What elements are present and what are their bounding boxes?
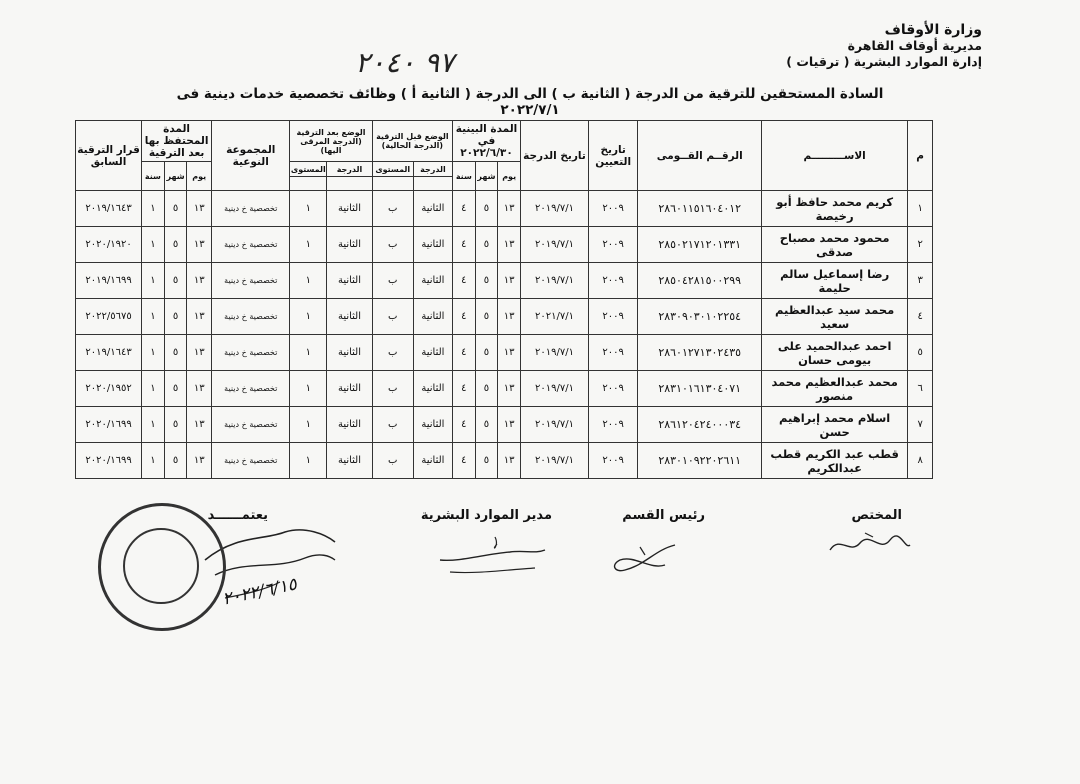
- sig-hr-manager-label: مدير الموارد البشرية: [420, 508, 552, 523]
- col-name-header: الاســـــــــم: [762, 121, 908, 191]
- col-before-header: الوضع قبل الترقية (الدرجة الحالية): [372, 121, 452, 162]
- row-name: كريم محمد حافظ أبو رخيصة: [762, 191, 908, 227]
- col-after-header: الوضع بعد الترقية (الدرجة المرقى اليها): [290, 121, 372, 162]
- row-group: تخصصية خ دينية: [212, 407, 290, 443]
- row-group: تخصصية خ دينية: [212, 227, 290, 263]
- row-name: محمود محمد مصباح صدقى: [762, 227, 908, 263]
- sub-grade-after: الدرجة: [327, 162, 372, 177]
- row-national-id: ٢٨٣٠١٠٩٢٢٠٢٦١١: [638, 443, 762, 479]
- row-current-level: ب: [372, 263, 413, 299]
- row-retained-year: ١: [142, 227, 165, 263]
- row-prev-decision: ٢٠٢٠/١٩٢٠: [76, 227, 142, 263]
- promotion-table: [75, 120, 933, 479]
- handwritten-reference: ٩٧ ٢٠٤٠: [355, 46, 455, 79]
- row-prev-decision: ٢٠٢٠/١٩٥٢: [76, 371, 142, 407]
- row-new-grade: الثانية: [327, 191, 372, 227]
- row-interim-year: ٤: [453, 443, 476, 479]
- col-index-header: م: [908, 121, 933, 191]
- row-group: تخصصية خ دينية: [212, 371, 290, 407]
- row-interim-year: ٤: [453, 335, 476, 371]
- row-interim-day: ١٣: [498, 299, 521, 335]
- row-retained-month: ٥: [164, 191, 187, 227]
- row-prev-decision: ٢٠٢٠/١٦٩٩: [76, 443, 142, 479]
- row-interim-year: ٤: [453, 227, 476, 263]
- col-grade-date-header: تاريخ الدرجة: [520, 121, 588, 191]
- row-national-id: ٢٨٣٠٩٠٣٠١٠٢٢٥٤: [638, 299, 762, 335]
- approval-date: ٢٠٢٢/٦/١٥: [220, 574, 299, 610]
- table-row: [76, 371, 933, 407]
- row-new-grade: الثانية: [327, 371, 372, 407]
- row-new-level: ١: [290, 227, 327, 263]
- row-name: اسلام محمد إبراهيم حسن: [762, 407, 908, 443]
- row-grade-date: ٢٠١٩/٧/١: [520, 263, 588, 299]
- row-new-grade: الثانية: [327, 227, 372, 263]
- official-seal: [98, 503, 226, 631]
- row-national-id: ٢٨٥٠٢١٧١٢٠١٣٣١: [638, 227, 762, 263]
- row-index: ٣: [908, 263, 933, 299]
- row-interim-year: ٤: [453, 371, 476, 407]
- row-retained-month: ٥: [164, 335, 187, 371]
- row-new-level: ١: [290, 299, 327, 335]
- col-interim-header: المدة البينية في ٢٠٢٢/٦/٣٠: [453, 121, 521, 162]
- row-hire-date: ٢٠٠٩: [588, 407, 637, 443]
- table-row: [76, 443, 933, 479]
- row-current-grade: الثانية: [413, 299, 452, 335]
- row-interim-month: ٥: [475, 263, 498, 299]
- row-grade-date: ٢٠١٩/٧/١: [520, 191, 588, 227]
- row-retained-month: ٥: [164, 371, 187, 407]
- row-group: تخصصية خ دينية: [212, 191, 290, 227]
- row-hire-date: ٢٠٠٩: [588, 335, 637, 371]
- row-prev-decision: ٢٠٢٠/١٦٩٩: [76, 407, 142, 443]
- row-group: تخصصية خ دينية: [212, 299, 290, 335]
- sub-year-retained: سنة: [142, 162, 165, 191]
- sub-month-retained: شهر: [164, 162, 187, 191]
- row-national-id: ٢٨٣١٠١٦١٣٠٤٠٧١: [638, 371, 762, 407]
- row-new-level: ١: [290, 191, 327, 227]
- row-current-grade: الثانية: [413, 443, 452, 479]
- col-hire-date-header: تاريخ التعيين: [588, 121, 637, 191]
- row-current-level: ب: [372, 371, 413, 407]
- col-national-id-header: الرقــم القــومى: [638, 121, 762, 191]
- row-new-grade: الثانية: [327, 263, 372, 299]
- row-grade-date: ٢٠١٩/٧/١: [520, 371, 588, 407]
- row-hire-date: ٢٠٠٩: [588, 371, 637, 407]
- row-index: ٧: [908, 407, 933, 443]
- row-interim-year: ٤: [453, 191, 476, 227]
- row-national-id: ٢٨٦٠١١٥١٦٠٤٠١٢: [638, 191, 762, 227]
- row-index: ١: [908, 191, 933, 227]
- row-retained-month: ٥: [164, 299, 187, 335]
- row-current-level: ب: [372, 191, 413, 227]
- ministry-name: وزارة الأوقاف: [884, 22, 982, 38]
- row-retained-day: ١٣: [187, 191, 212, 227]
- row-grade-date: ٢٠١٩/٧/١: [520, 443, 588, 479]
- row-interim-day: ١٣: [498, 407, 521, 443]
- row-group: تخصصية خ دينية: [212, 263, 290, 299]
- specialist-signature: [825, 525, 915, 565]
- row-retained-day: ١٣: [187, 371, 212, 407]
- row-current-level: ب: [372, 299, 413, 335]
- row-interim-month: ٥: [475, 407, 498, 443]
- row-national-id: ٢٨٥٠٤٢٨١٥٠٠٢٩٩: [638, 263, 762, 299]
- row-prev-decision: ٢٠١٩/١٦٤٣: [76, 191, 142, 227]
- sub-level-after: المستوى: [290, 162, 327, 177]
- row-interim-month: ٥: [475, 443, 498, 479]
- row-retained-year: ١: [142, 371, 165, 407]
- row-current-level: ب: [372, 407, 413, 443]
- table-row: [76, 407, 933, 443]
- sig-section-head-label: رئيس القسم: [622, 508, 705, 523]
- table-row: [76, 335, 933, 371]
- row-current-grade: الثانية: [413, 335, 452, 371]
- row-prev-decision: ٢٠٢٢/٥٦٧٥: [76, 299, 142, 335]
- col-prev-decision-header: قرار الترقية السابق: [76, 121, 142, 191]
- row-name: قطب عبد الكريم قطب عبدالكريم: [762, 443, 908, 479]
- row-interim-year: ٤: [453, 299, 476, 335]
- sub-level: المستوى: [372, 162, 413, 177]
- row-current-level: ب: [372, 227, 413, 263]
- row-name: محمد عبدالعظيم محمد منصور: [762, 371, 908, 407]
- row-national-id: ٢٨٦٠١٢٧١٣٠٢٤٣٥: [638, 335, 762, 371]
- table-row: [76, 227, 933, 263]
- row-retained-year: ١: [142, 407, 165, 443]
- row-interim-day: ١٣: [498, 371, 521, 407]
- row-retained-year: ١: [142, 299, 165, 335]
- row-current-level: ب: [372, 443, 413, 479]
- row-group: تخصصية خ دينية: [212, 335, 290, 371]
- seal-inner-ring: [123, 528, 199, 604]
- row-new-grade: الثانية: [327, 335, 372, 371]
- directorate-name: مديرية أوقاف القاهرة: [847, 38, 982, 53]
- row-interim-day: ١٣: [498, 443, 521, 479]
- row-retained-month: ٥: [164, 443, 187, 479]
- row-interim-month: ٥: [475, 299, 498, 335]
- sub-grade: الدرجة: [413, 162, 452, 177]
- row-index: ٤: [908, 299, 933, 335]
- row-interim-month: ٥: [475, 227, 498, 263]
- row-interim-day: ١٣: [498, 227, 521, 263]
- row-interim-day: ١٣: [498, 335, 521, 371]
- document-title: السادة المستحقين للترقية من الدرجة ( الثانية ب ) الى الدرجة ( الثانية أ ) وظائف تخصصية خدمات دينية فى ٢٠٢٢/٧/١: [176, 86, 884, 118]
- row-hire-date: ٢٠٠٩: [588, 443, 637, 479]
- row-new-level: ١: [290, 407, 327, 443]
- row-national-id: ٢٨٦١٢٠٤٢٤٠٠٠٣٤: [638, 407, 762, 443]
- col-group-header: المجموعة النوعية: [212, 121, 290, 191]
- row-retained-day: ١٣: [187, 299, 212, 335]
- row-interim-year: ٤: [453, 263, 476, 299]
- col-retained-header: المدة المحتفظ بها بعد الترقية: [142, 121, 212, 162]
- hr-manager-signature: [435, 532, 555, 587]
- row-hire-date: ٢٠٠٩: [588, 299, 637, 335]
- row-current-level: ب: [372, 335, 413, 371]
- row-index: ٥: [908, 335, 933, 371]
- row-grade-date: ٢٠١٩/٧/١: [520, 407, 588, 443]
- row-new-level: ١: [290, 443, 327, 479]
- row-index: ٨: [908, 443, 933, 479]
- row-new-level: ١: [290, 335, 327, 371]
- row-new-level: ١: [290, 263, 327, 299]
- row-prev-decision: ٢٠١٩/١٦٤٣: [76, 335, 142, 371]
- row-interim-day: ١٣: [498, 191, 521, 227]
- row-retained-day: ١٣: [187, 227, 212, 263]
- row-grade-date: ٢٠١٩/٧/١: [520, 335, 588, 371]
- row-hire-date: ٢٠٠٩: [588, 263, 637, 299]
- table-row: [76, 263, 933, 299]
- row-retained-year: ١: [142, 443, 165, 479]
- row-current-grade: الثانية: [413, 407, 452, 443]
- row-index: ٦: [908, 371, 933, 407]
- row-new-grade: الثانية: [327, 299, 372, 335]
- row-current-grade: الثانية: [413, 227, 452, 263]
- row-current-grade: الثانية: [413, 263, 452, 299]
- row-hire-date: ٢٠٠٩: [588, 227, 637, 263]
- row-retained-day: ١٣: [187, 335, 212, 371]
- row-grade-date: ٢٠١٩/٧/١: [520, 227, 588, 263]
- row-retained-year: ١: [142, 191, 165, 227]
- sub-day-retained: يوم: [187, 162, 212, 191]
- department-name: إدارة الموارد البشرية ( ترقيات ): [786, 54, 982, 69]
- row-current-grade: الثانية: [413, 191, 452, 227]
- row-retained-month: ٥: [164, 227, 187, 263]
- table-row: [76, 299, 933, 335]
- ministry-header: [786, 22, 982, 70]
- row-retained-year: ١: [142, 335, 165, 371]
- row-prev-decision: ٢٠١٩/١٦٩٩: [76, 263, 142, 299]
- table-row: [76, 191, 933, 227]
- row-interim-day: ١٣: [498, 263, 521, 299]
- row-interim-month: ٥: [475, 191, 498, 227]
- row-retained-year: ١: [142, 263, 165, 299]
- row-hire-date: ٢٠٠٩: [588, 191, 637, 227]
- row-name: رضا إسماعيل سالم حليمة: [762, 263, 908, 299]
- row-group: تخصصية خ دينية: [212, 443, 290, 479]
- row-new-grade: الثانية: [327, 443, 372, 479]
- row-interim-year: ٤: [453, 407, 476, 443]
- row-retained-day: ١٣: [187, 263, 212, 299]
- row-index: ٢: [908, 227, 933, 263]
- sig-specialist-label: المختص: [851, 508, 902, 523]
- row-retained-month: ٥: [164, 263, 187, 299]
- row-retained-day: ١٣: [187, 443, 212, 479]
- sub-year: سنة: [453, 162, 476, 191]
- row-interim-month: ٥: [475, 371, 498, 407]
- sub-day: يوم: [498, 162, 521, 191]
- row-current-grade: الثانية: [413, 371, 452, 407]
- section-head-signature: [605, 535, 685, 585]
- row-interim-month: ٥: [475, 335, 498, 371]
- row-new-grade: الثانية: [327, 407, 372, 443]
- row-new-level: ١: [290, 371, 327, 407]
- sig-approved-label: يعتمــــــد: [207, 508, 268, 523]
- row-retained-month: ٥: [164, 407, 187, 443]
- row-grade-date: ٢٠٢١/٧/١: [520, 299, 588, 335]
- row-name: احمد عبدالحميد على بيومى حسان: [762, 335, 908, 371]
- row-retained-day: ١٣: [187, 407, 212, 443]
- row-name: محمد سيد عبدالعظيم سعيد: [762, 299, 908, 335]
- sub-month: شهر: [475, 162, 498, 191]
